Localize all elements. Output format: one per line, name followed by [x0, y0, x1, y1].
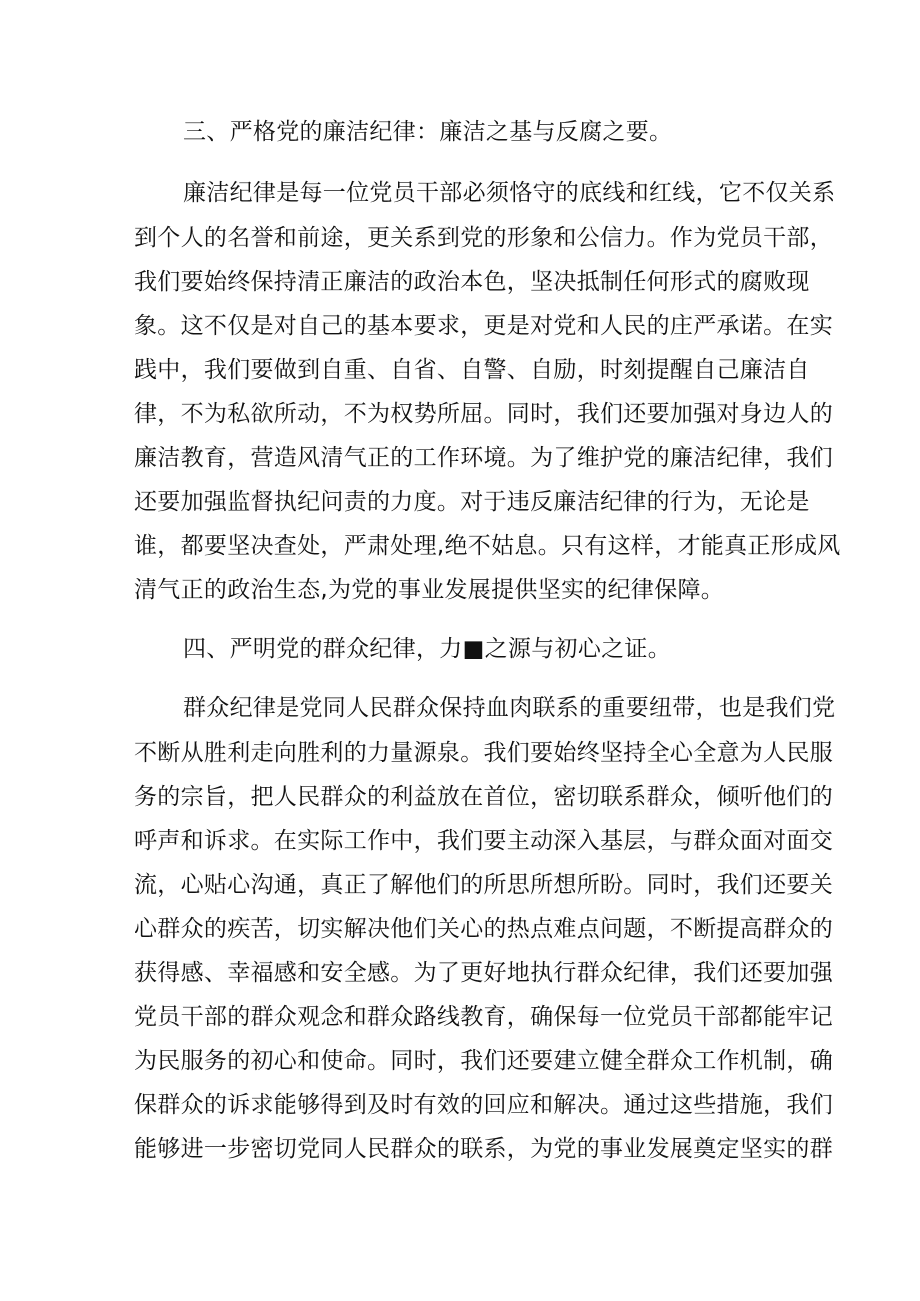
section-3-paragraph-line: 廉洁教育，营造风清气正的工作环境。为了维护党的廉洁纪律，我们 — [134, 445, 833, 471]
section-3-paragraph-line: 谁，都要坚决查处，严肃处理,绝不姑息。只有这样，才能真正形成风 — [134, 533, 841, 559]
section-4-heading: 四、严明党的群众纪律，力■之源与初心之证。 — [183, 636, 672, 662]
section-3-paragraph-line: 践中，我们要做到自重、自省、自警、自励，时刻提醒自己廉洁自 — [134, 357, 810, 383]
section-3-heading: 三、严格党的廉洁纪律：廉洁之基与反腐之要。 — [183, 119, 673, 145]
section-4-paragraph-line: 流，心贴心沟通，真正了解他们的所思所想所盼。同时，我们还要关 — [134, 872, 833, 898]
section-3-paragraph-line: 清气正的政治生态,为党的事业发展提供坚实的纪律保障。 — [134, 577, 725, 603]
section-4-paragraph-line: 务的宗旨，把人民群众的利益放在首位，密切联系群众，倾听他们的 — [134, 784, 833, 810]
section-4-paragraph-line: 不断从胜利走向胜利的力量源泉。我们要始终坚持全心全意为人民服 — [134, 740, 833, 766]
section-4-paragraph-line: 群众纪律是党同人民群众保持血肉联系的重要纽带，也是我们党 — [183, 695, 836, 721]
section-3-paragraph-line: 象。这不仅是对自己的基本要求，更是对党和人民的庄严承诺。在实 — [134, 313, 833, 339]
section-3-paragraph-line: 我们要始终保持清正廉洁的政治本色，坚决抵制任何形式的腐败现 — [134, 269, 810, 295]
section-4-paragraph-line: 获得感、幸福感和安全感。为了更好地执行群众纪律，我们还要加强 — [134, 960, 833, 986]
section-3-paragraph-line: 廉洁纪律是每一位党员干部必须恪守的底线和红线，它不仅关系 — [183, 180, 836, 206]
section-3-paragraph-line: 律，不为私欲所动，不为权势所屈。同时，我们还要加强对身边人的 — [134, 401, 833, 427]
section-4-paragraph-line: 呼声和诉求。在实际工作中，我们要主动深入基层，与群众面对面交 — [134, 828, 833, 854]
section-4-paragraph-line: 能够进一步密切党同人民群众的联系，为党的事业发展奠定坚实的群 — [134, 1136, 833, 1162]
section-4-paragraph-line: 保群众的诉求能够得到及时有效的回应和解决。通过这些措施，我们 — [134, 1092, 833, 1118]
section-3-paragraph-line: 还要加强监督执纪问责的力度。对于违反廉洁纪律的行为，无论是 — [134, 489, 810, 515]
section-4-paragraph-line: 心群众的疾苦，切实解决他们关心的热点难点问题，不断提高群众的 — [134, 916, 833, 942]
section-4-paragraph-line: 为民服务的初心和使命。同时，我们还要建立健全群众工作机制，确 — [134, 1048, 833, 1074]
section-3-paragraph-line: 到个人的名誉和前途，更关系到党的形象和公信力。作为党员干部， — [134, 225, 833, 251]
section-4-paragraph-line: 党员干部的群众观念和群众路线教育，确保每一位党员干部都能牢记 — [134, 1004, 833, 1030]
